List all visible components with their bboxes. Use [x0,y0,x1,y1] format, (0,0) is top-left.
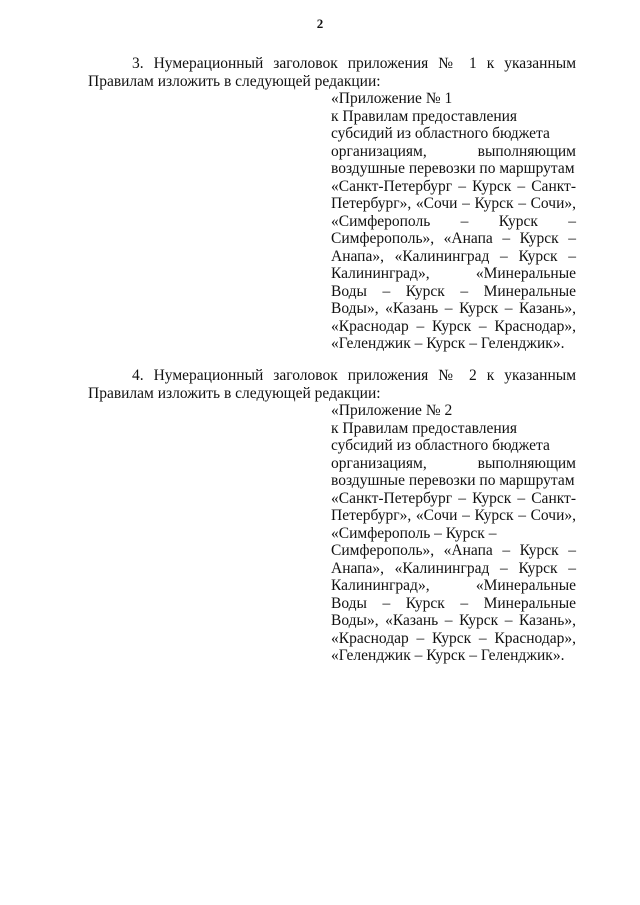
amendment-item-3 [88,55,576,353]
appendix-line: Анапа», «Калининград – Курск – [331,559,576,577]
item-second-line: Правилам изложить в следующей редакции: [88,72,381,90]
appendix-line: «Геленджик – Курск – Геленджик». [331,335,565,352]
page-number: 2 [316,16,324,31]
appendix-line: Петербург», «Сочи – Курск – Сочи», [331,507,576,524]
appendix-line: «Симферополь – Курск – [331,212,576,230]
appendix-line: Воды – Курск – Минеральные [331,594,576,612]
appendix-line: Воды», «Казань – Курск – Казань», [331,612,576,629]
appendix-line: «Симферополь – Курск – [331,524,497,542]
appendix-line: Анапа», «Калининград – Курск – [331,247,576,265]
appendix-line: организациям, выполняющим [331,142,576,160]
appendix-line: «Санкт-Петербург – Курск – Санкт- [331,489,576,507]
appendix-line: Симферополь», «Анапа – Курск – [331,542,576,559]
item-first-line: 3. Нумерационный заголовок приложения № 1 к указанным [132,55,576,72]
appendix-line: Калининград», «Минеральные [331,577,576,594]
appendix-line: организациям, выполняющим [331,454,576,472]
appendix-header-block [331,90,576,353]
appendix-line: к Правилам предоставления [331,419,518,437]
appendix-line: к Правилам предоставления [331,107,518,125]
appendix-line: субсидий из областного бюджета [331,437,550,454]
appendix-line: воздушные перевозки по маршрутам [331,160,575,177]
appendix-line: Петербург», «Сочи – Курск – Сочи», [331,195,576,212]
appendix-line: «Приложение № 2 [331,402,453,419]
appendix-line: субсидий из областного бюджета [331,125,550,142]
appendix-line: воздушные перевозки по маршрутам [331,472,575,489]
appendix-line: Воды – Курск – Минеральные [331,282,576,300]
appendix-line: «Геленджик – Курск – Геленджик». [331,647,565,664]
amendment-item-4 [88,367,576,665]
appendix-line: «Санкт-Петербург – Курск – Санкт- [331,177,576,195]
item-first-line: 4. Нумерационный заголовок приложения № 2 к указанным [132,367,576,384]
appendix-line: «Краснодар – Курск – Краснодар», [331,317,576,335]
appendix-line: Калининград», «Минеральные [331,265,576,282]
appendix-line: «Краснодар – Курск – Краснодар», [331,629,576,647]
item-second-line: Правилам изложить в следующей редакции: [88,384,381,402]
appendix-header-block [331,402,576,665]
appendix-line: «Приложение № 1 [331,90,453,107]
appendix-line: Воды», «Казань – Курск – Казань», [331,300,576,317]
appendix-line: Симферополь», «Анапа – Курск – [331,230,576,247]
